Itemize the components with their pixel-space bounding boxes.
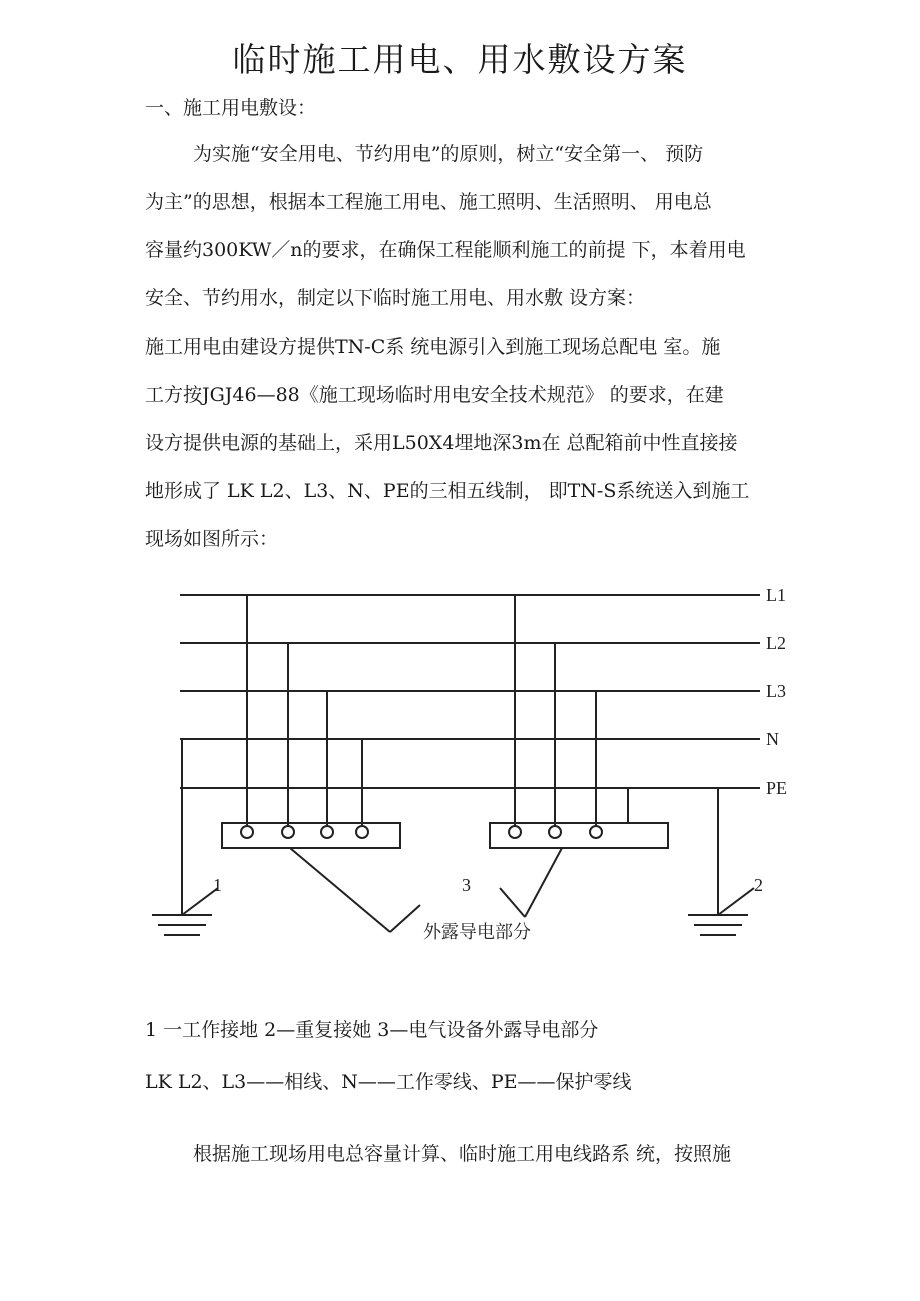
document-title: 临时施工用电、用水敷设方案 — [232, 40, 688, 79]
paragraph-line: 容量约300KW／n的要求，在确保工程能顺利施工的前提 下，本着用电 — [145, 239, 746, 261]
line-label-l3: L3 — [766, 681, 786, 701]
ground-label-2: 2 — [754, 875, 763, 895]
paragraph-line: 为主”的思想，根据本工程施工用电、施工照明、生活照明、 用电总 — [145, 191, 712, 213]
paragraph-power-supply — [145, 323, 800, 563]
paragraph-line: 设方提供电源的基础上，采用L50X4埋地深3m在 总配箱前中性直接接 — [145, 432, 738, 454]
paragraph-line: 为实施“安全用电、节约用电”的原则，树立“安全第一、 预防 — [193, 143, 704, 165]
paragraph-calculation: 根据施工现场用电总容量计算、临时施工用电线路系 统，按照施 — [193, 1143, 732, 1165]
exposed-part-caption: 外露导电部分 — [423, 922, 531, 943]
paragraph-line: 地形成了 LK L2、L3、N、PE的三相五线制， 即TN-S系统送入到施工 — [145, 480, 750, 502]
paragraph-line: 工方按JGJ46—88《施工现场临时用电安全技术规范》 的要求，在建 — [145, 384, 724, 406]
ground-label-3: 3 — [462, 875, 471, 895]
paragraph-line: 施工用电由建设方提供TN-C系 统电源引入到施工现场总配电 室。施 — [145, 336, 721, 358]
paragraph-line: 现场如图所示： — [145, 528, 279, 550]
section-heading: 一、施工用电敷设： — [145, 97, 317, 119]
legend-grounding: 1 一工作接地 2—重复接她 3—电气设备外露导电部分 — [145, 1019, 599, 1041]
paragraph-line: 安全、节约用水，制定以下临时施工用电、用水敷 设方案： — [145, 287, 646, 309]
line-label-l2: L2 — [766, 633, 786, 653]
paragraph-intro — [145, 130, 800, 322]
tn-s-wiring-diagram — [140, 570, 820, 960]
ground-label-1: 1 — [213, 875, 222, 895]
line-label-pe: PE — [766, 778, 788, 798]
line-label-n: N — [766, 729, 779, 749]
line-label-l1: L1 — [766, 585, 786, 605]
legend-conductors: LK L2、L3——相线、N——工作零线、PE——保护零线 — [145, 1071, 632, 1093]
